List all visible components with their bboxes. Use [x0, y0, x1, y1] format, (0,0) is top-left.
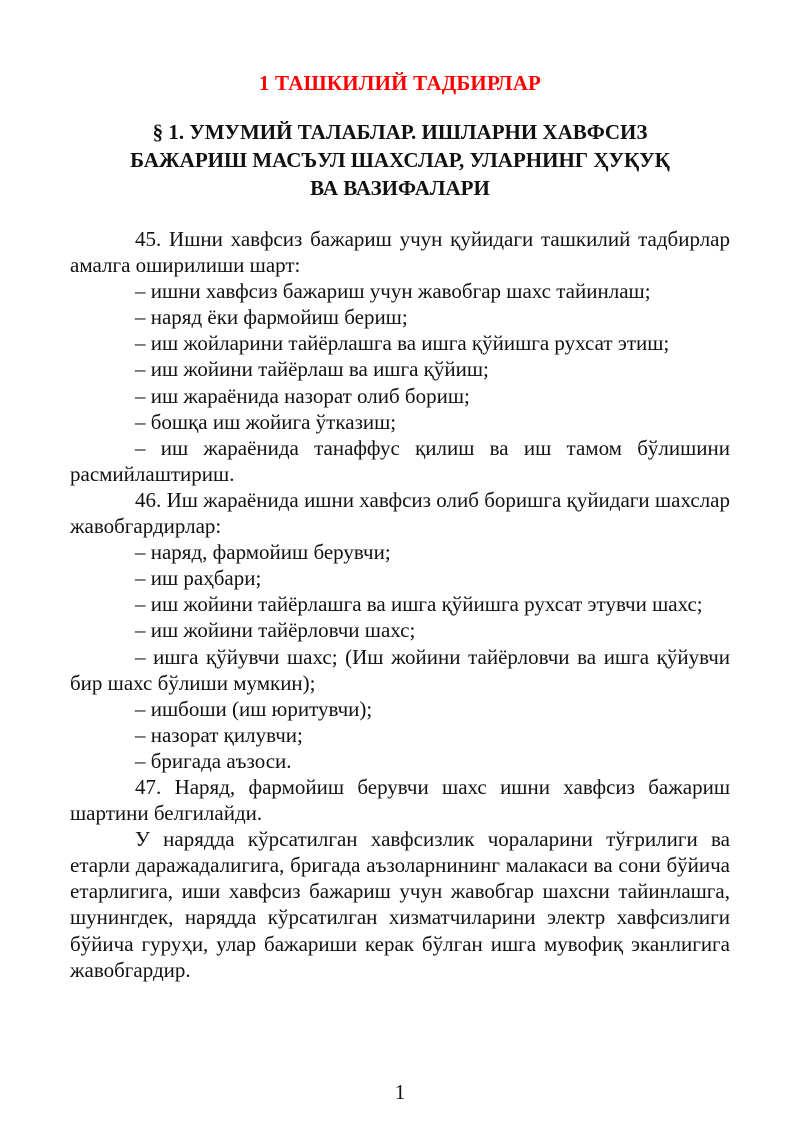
list-item: – иш жойини тайёрлаш ва ишга қўйиш; [135, 357, 489, 382]
section-title-line: § 1. УМУМИЙ ТАЛАБЛАР. ИШЛАРНИ ХАВФСИЗ [152, 120, 648, 144]
list-item: – иш жойини тайёрлашга ва ишга қўйишга рухсат этувчи шахс; [135, 592, 703, 617]
list-item: – иш жараёнида назорат олиб бориш; [135, 383, 470, 408]
paragraph: 45. Ишни хавфсиз бажариш учун қуйидаги ташкилий тадбирлар амалга оширилиши шарт: [70, 227, 730, 278]
list-item: – ишни хавфсиз бажариш учун жавобгар шахс тайинлаш; [135, 279, 651, 304]
list-item: – назорат қилувчи; [135, 722, 303, 747]
chapter-title: 1 ТАШКИЛИЙ ТАДБИРЛАР [258, 71, 542, 95]
paragraph: У нарядда кўрсатилган хавфсизлик чораларини тўғрилиги ва етарли даражадалигига, бригада аъзоларнининг малакаси ва сони бўйича етарлигига, иши хавфсиз бажариш учун жавобгар шахсни тайинлашга, шунингдек, нарядда кўрсатилган хизматчиларини электр хавфсизлиги бўйича гуруҳи, улар бажариши керак бўлган ишга мувофиқ эканлигига жавобгардир. [70, 827, 730, 982]
list-item: – иш жараёнида танаффус қилиш ва иш тамом бўлишини расмийлаштириш. [70, 435, 730, 486]
paragraph: 47. Наряд, фармойиш берувчи шахс ишни хавфсиз бажариш шартини белгилайди. [70, 774, 730, 826]
page-number: 1 [394, 1080, 406, 1104]
list-item: – наряд, фармойиш берувчи; [135, 540, 391, 565]
section-title-line: ВА ВАЗИФАЛАРИ [310, 176, 490, 200]
paragraph: 46. Иш жараёнида ишни хавфсиз олиб боришга қуйидаги шахслар жавобгардирлар: [70, 487, 730, 539]
list-item: – иш жойини тайёрловчи шахс; [135, 618, 416, 643]
list-item: – бригада аъзоси. [135, 748, 292, 773]
list-item: – наряд ёки фармойиш бериш; [135, 305, 408, 330]
section-title-line: БАЖАРИШ МАСЪУЛ ШАХСЛАР, УЛАРНИНГ ҲУҚУҚ [130, 148, 670, 172]
document-body [70, 226, 730, 983]
list-item: – ишбоши (иш юритувчи); [135, 696, 373, 721]
list-item: – бошқа иш жойига ўтказиш; [135, 409, 397, 434]
section-title [70, 118, 730, 202]
list-item: – иш раҳбари; [135, 566, 262, 591]
list-item: – иш жойларини тайёрлашга ва ишга қўйишга рухсат этиш; [135, 331, 670, 356]
list-item: – ишга қўйувчи шахс; (Иш жойини тайёрловчи ва ишга қўйувчи бир шахс бўлиши мумкин); [70, 644, 730, 695]
